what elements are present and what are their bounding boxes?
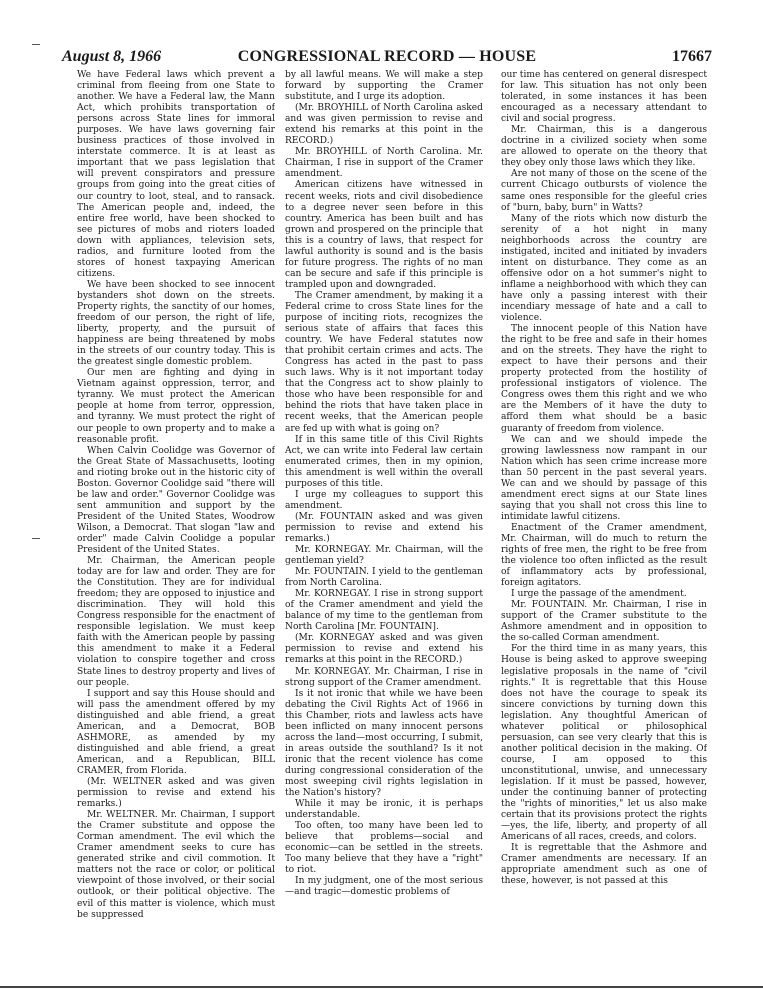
paragraph: If in this same title of this Civil Rights Act, we can write into Federal law certain enumerated crimes, then in my opinion, this amendment is well within the overall purposes of this title. [285,434,483,489]
paragraph: For the third time in as many years, this House is being asked to approve sweeping legislative proposals in the name of "civil rights." It is regrettable that this House does not have the courage to speak its sincere convictions by turning down this legislation. Any thoughtful American of whatever political or philosophical persuasion, can see very clearly that this is another political decision in the making. Of course, I am opposed to this unconstitutional, unwise, and unnecessary legislation. If it must be passed, however, under the continuing banner of protecting the "rights of minorities," let us also make certain that its provisions protect the rights—yes, the life, liberty, and property of all Americans of all races, creeds, and colors. [501,644,707,843]
paragraph: Is it not ironic that while we have been debating the Civil Rights Act of 1966 in this Chamber, riots and lawless acts have been inflicted on many innocent persons across the land—most occurring, I submit, in areas outside the southland? Is it not ironic that the recent violence has come during congressional consideration of the most sweeping civil rights legislation in the Nation's history? [285,688,483,799]
column-1 [77,70,275,970]
paragraph: We can and we should impede the growing lawlessness now rampant in our Nation which has seen crime increase more than 50 percent in the past several years. We can and we should by passage of this amendment erect signs at our State lines saying that you shall not cross this line to intimidate lawful citizens. [501,434,707,522]
paragraph: Enactment of the Cramer amendment, Mr. Chairman, will do much to return the rights of free men, the right to be free from the violence too often inflicted as the result of inflammatory acts by professional, foreign agitators. [501,522,707,589]
paragraph: Mr. FOUNTAIN. I yield to the gentleman from North Carolina. [285,567,483,589]
paragraph: by all lawful means. We will make a step forward by supporting the Cramer substitute, and I urge its adoption. [285,70,483,103]
paragraph: Mr. WELTNER. Mr. Chairman, I support the Cramer substitute and oppose the Corman amendment. The evil which the Cramer amendment seeks to cure has generated strike and civil commotion. It matters not the race or color, or political viewpoint of those involved, or their social outlook, or their political objective. The evil of this matter is violence, which must be suppressed [77,810,275,920]
paragraph: In my judgment, one of the most serious—and tragic—domestic problems of [285,876,483,898]
paragraph: Too often, too many have been led to believe that problems—social and economic—can be settled in the streets. Too many believe that they have a "right" to riot. [285,821,483,876]
paragraph: Our men are fighting and dying in Vietnam against oppression, terror, and tyranny. We must protect the American people at home from terror, oppression, and tyranny. We must protect the right of our people to own property and to make a reasonable profit. [77,368,275,445]
paragraph: I urge my colleagues to support this amendment. [285,489,483,511]
text-columns [77,70,710,970]
paragraph: American citizens have witnessed in recent weeks, riots and civil disobedience to a degree never seen before in this country. America has been built and has grown and prospered on the principle that this is a country of laws, that respect for lawful authority is sound and is the basis for future progress. The rights of no man can be secure and safe if this principle is trampled upon and downgraded. [285,180,483,290]
binding-mark [32,44,40,48]
paragraph: Mr. BROYHILL of North Carolina. Mr. Chairman, I rise in support of the Cramer amendment. [285,147,483,180]
paragraph: Mr. Chairman, this is a dangerous doctrine in a civilized society when some are allowed to operate on the theory that they obey only those laws which they like. [501,125,707,169]
paragraph: Mr. FOUNTAIN. Mr. Chairman, I rise in support of the Cramer substitute to the Ashmore amendment and in opposition to the so-called Corman amendment. [501,600,707,644]
paragraph: (Mr. BROYHILL of North Carolina asked and was given permission to revise and extend his remarks at this point in the RECORD.) [285,103,483,147]
page-number: 17667 [672,48,712,65]
paragraph: When Calvin Coolidge was Governor of the Great State of Massachusetts, looting and rioting broke out in the historic city of Boston. Governor Coolidge said "there will be law and order." Governor Coolidge was sent ammunition and support by the President of the United States, Woodrow Wilson, a Democrat. That slogan "law and order" made Calvin Coolidge a popular President of the United States. [77,445,275,556]
paragraph: (Mr. KORNEGAY asked and was given permission to revise and extend his remarks at this point in the RECORD.) [285,633,483,666]
issue-date: August 8, 1966 [62,48,162,65]
paragraph: The innocent people of this Nation have the right to be free and safe in their homes and on the streets. They have the right to expect to have their persons and their property protected from the hostility of professional instigators of violence. The Congress owes them this right and we who are the Members of it have the duty to afford them what should be a basic guaranty of freedom from violence. [501,324,707,434]
paragraph: It is regrettable that the Ashmore and Cramer amendments are necessary. If an appropriate amendment such as one of these, however, is not passed at this [501,843,707,887]
paragraph: (Mr. WELTNER asked and was given permission to revise and extend his remarks.) [77,777,275,810]
running-head [62,48,712,68]
paragraph: I support and say this House should and will pass the amendment offered by my distinguished and able friend, a great American, and a Democrat, BOB ASHMORE, as amended by my distinguished and able friend, a great American, and a Republican, BILL CRAMER, from Florida. [77,688,275,776]
binding-mark [32,538,40,542]
paragraph: Are not many of those on the scene of the current Chicago outbursts of violence the same ones responsible for the gleeful cries of "burn, baby, burn" in Watts? [501,169,707,213]
paragraph: Mr. KORNEGAY. Mr. Chairman, will the gentleman yield? [285,545,483,567]
paragraph: Mr. KORNEGAY. I rise in strong support of the Cramer amendment and yield the balance of my time to the gentleman from North Carolina [Mr. FOUNTAIN]. [285,589,483,633]
paragraph: While it may be ironic, it is perhaps understandable. [285,799,483,821]
column-3 [501,70,707,970]
paragraph: Mr. KORNEGAY. Mr. Chairman, I rise in strong support of the Cramer amendment. [285,666,483,688]
paragraph: Mr. Chairman, the American people today are for law and order. They are for the Constitution. They are for individual freedom; they are opposed to injustice and discrimination. They will hold this Congress responsible for the enactment of responsible legislation. We must keep faith with the American people by passing this amendment to make it a Federal violation to conspire together and cross State lines to destroy property and lives of our people. [77,556,275,688]
paragraph: Many of the riots which now disturb the serenity of a hot night in many neighborhoods across the country are instigated, incited and initiated by invaders intent on disturbance. They come as an offensive odor on a hot summer's night to inflame a neighborhood with which they can have only a passing interest with their incendiary message of hate and a call to violence. [501,213,707,324]
column-2 [285,70,483,970]
paragraph: We have Federal laws which prevent a criminal from fleeing from one State to another. We have a Federal law, the Mann Act, which prohibits transportation of persons across State lines for immoral purposes. We have laws governing fair business practices of those involved in interstate commerce. It is at least as important that we pass legislation that will prevent conspirators and pressure groups from going into the great cities of our country to loot, steal, and to ransack. The American people and, indeed, the entire free world, have been shocked to see pictures of mobs and rioters loaded down with appliances, television sets, radios, and furniture looted from the stores of honest taxpaying American citizens. [77,70,275,279]
publication-title: CONGRESSIONAL RECORD — HOUSE [237,48,537,65]
paragraph: (Mr. FOUNTAIN asked and was given permission to revise and extend his remarks.) [285,511,483,544]
paragraph: our time has centered on general disrespect for law. This situation has not only been tolerated, in some instances it has been encouraged as a necessary attendant to civil and social progress. [501,70,707,125]
paragraph: The Cramer amendment, by making it a Federal crime to cross State lines for the purpose of inciting riots, recognizes the serious state of affairs that faces this country. We have Federal statutes now that prohibit certain crimes and acts. The Congress has acted in the past to pass such laws. Why is it not important today that the Congress act to show plainly to those who have been responsible for and behind the riots that have taken place in recent weeks, that the American people are fed up with what is going on? [285,290,483,434]
page-bottom-rule [0,986,763,988]
paragraph: We have been shocked to see innocent bystanders shot down on the streets. Property rights, the sanctity of our homes, freedom of our person, the right of life, liberty, property, and the pursuit of happiness are being threatened by mobs in the streets of our country today. This is the greatest single domestic problem. [77,279,275,368]
paragraph: I urge the passage of the amendment. [511,589,687,600]
